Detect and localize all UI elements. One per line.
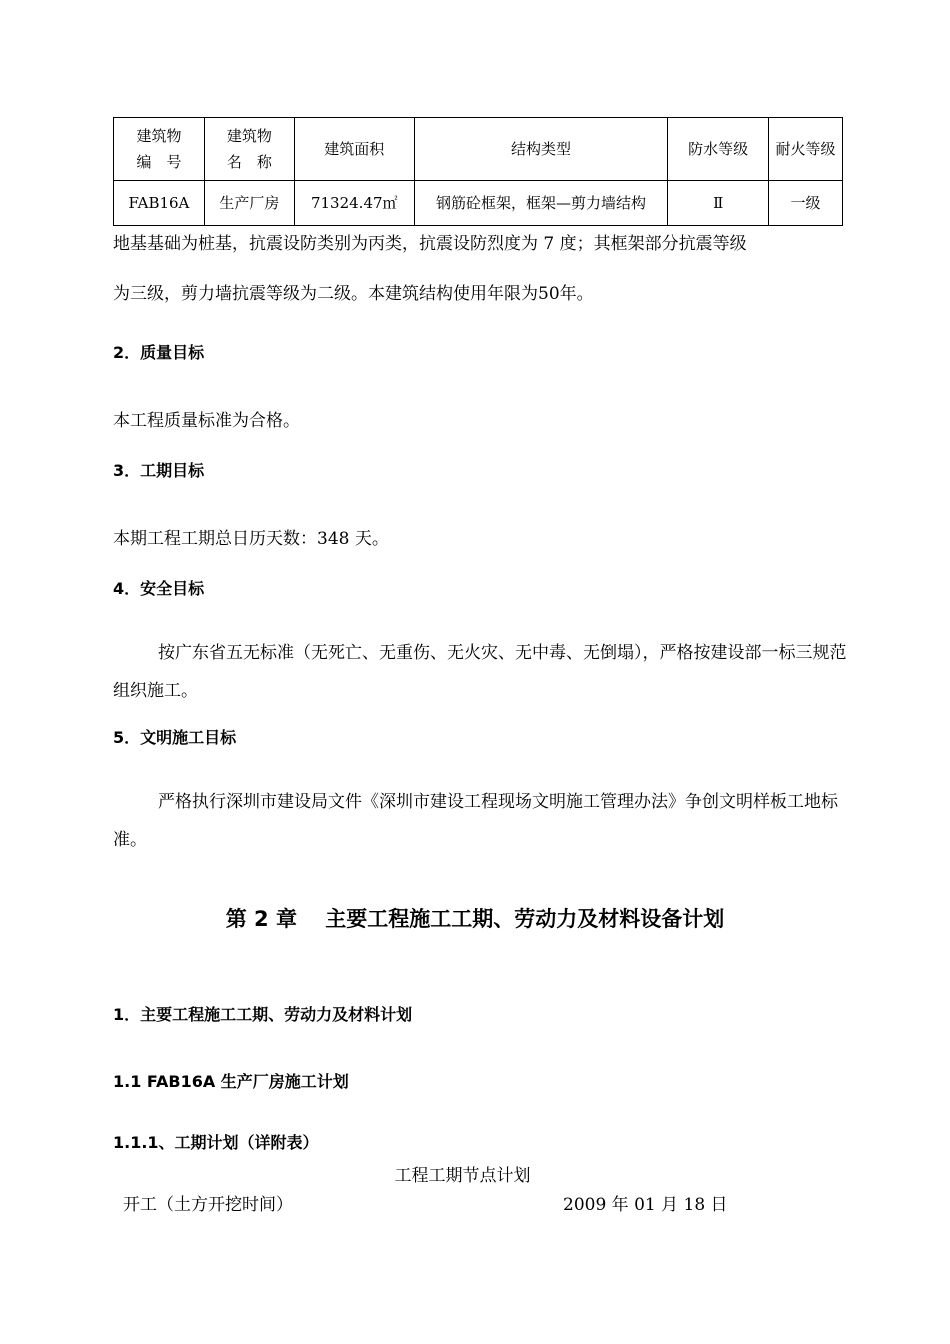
node-label: 开工（土方开挖时间） [123,1195,293,1215]
cell-structure: 钢筋砼框架，框架—剪力墙结构 [414,181,668,226]
cell-building-no: FAB16A [114,181,205,226]
section-schedule-text: 本期工程工期总日历天数：348 天。 [113,529,389,549]
header-cell-building-no [114,118,205,181]
node-plan-title: 工程工期节点计划 [394,1166,531,1186]
table-header-row [114,118,843,181]
section-schedule-title: 3．工期目标 [113,461,205,480]
cell-building-name: 生产厂房 [204,181,294,226]
section-civil-text: 严格执行深圳市建设局文件《深圳市建设工程现场文明施工管理办法》争创文明样板工地标准。 [113,792,838,850]
intro-line-1: 地基基础为桩基，抗震设防类别为丙类，抗震设防烈度为 7 度；其框架部分抗震等级 [113,234,747,254]
header-cell-waterproof: 防水等级 [668,118,769,181]
header-cell-building-name [204,118,294,181]
subsection-title: 1．主要工程施工工期、劳动力及材料计划 [113,1005,413,1024]
header-text: 建筑物 [226,127,272,145]
header-text: 名 称 [226,153,272,171]
section-quality-text: 本工程质量标准为合格。 [113,411,300,431]
section-civil-title: 5．文明施工目标 [113,728,237,747]
chapter-title: 第 2 章 主要工程施工工期、劳动力及材料设备计划 [225,907,725,931]
section-safety-text: 按广东省五无标准（无死亡、无重伤、无火灾、无中毒、无倒塌），严格按建设部一标三规范组织施工。 [113,643,847,701]
section-quality-title: 2．质量目标 [113,343,205,362]
subsection-1-1-1-title: 1.1.1、工期计划（详附表） [113,1133,319,1152]
table-row [114,181,843,226]
building-info-table [113,117,843,226]
header-cell-structure: 结构类型 [414,118,668,181]
cell-waterproof: Ⅱ [668,181,769,226]
cell-fire-rating: 一级 [769,181,843,226]
header-cell-area: 建筑面积 [294,118,414,181]
header-text: 编 号 [136,153,182,171]
node-date: 2009 年 01 月 18 日 [563,1195,728,1215]
header-text: 建筑物 [136,127,182,145]
cell-area: 71324.47㎡ [294,181,414,226]
intro-line-2: 为三级，剪力墙抗震等级为二级。本建筑结构使用年限为50年。 [113,284,594,304]
section-safety-title: 4．安全目标 [113,579,205,598]
header-cell-fire-rating: 耐火等级 [769,118,843,181]
subsection-1-1-title: 1.1 FAB16A 生产厂房施工计划 [113,1072,349,1091]
